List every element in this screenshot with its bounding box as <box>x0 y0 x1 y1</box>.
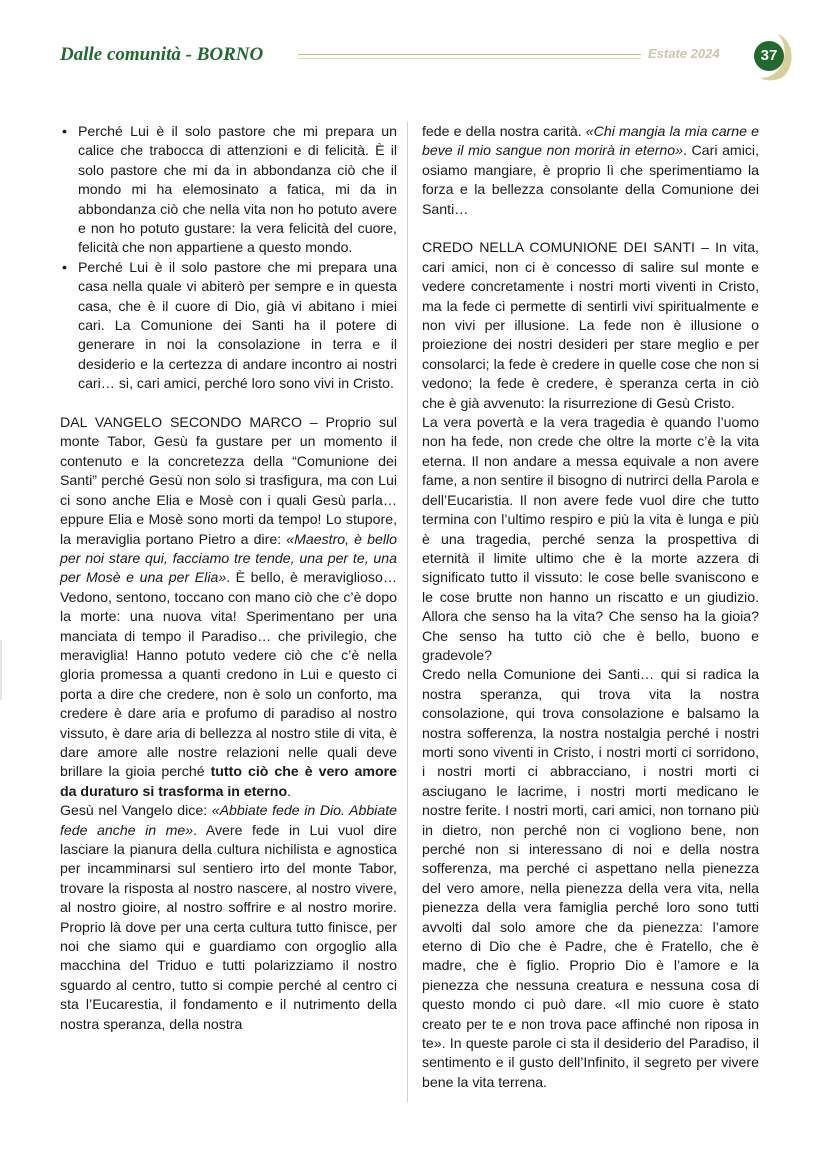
list-item: • Perché Lui è il solo pastore che mi prepara un calice che trabocca di attenzioni e di felicità. È il solo pastore che mi da in abbondanza ciò che il mondo mi ha elemosinato a fatica, mi da in abbondanza ciò che nella vita non ho potuto avere e non ho potuto gustare: la vera felicità del cuore, felicità che non appartiene a questo mondo. <box>78 122 397 258</box>
paragraph-abbiate-fede: Gesù nel Vangelo dice: «Abbiate fede in Dio. Abbiate fede anche in me». Avere fede in Lui vuol dire lasciare la pianura della cultura nichilista e agnostica per incamminarsi sul sentiero irto del monte Tabor, trovare la risposta al nostro nascere, al nostro vivere, al nostro gioire, al nostro soffrire e al nostro morire. Proprio là dove per una certa cultura tutto finisce, per noi che siamo qui e guardiamo con orgoglio alla macchina del Triduo e tutti polarizziamo il nostro sguardo al centro, tutto si compie perché al centro ci sta l’Eucarestia, il fondamento e il nutrimento della nostra speranza, della nostra <box>60 802 397 1032</box>
page-number-badge: 37 <box>754 41 784 71</box>
paragraph-vera-poverta: La vera povertà e la vera tragedia è quando l’uomo non ha fede, non crede che oltre la morte c’è la vita eterna. Il non andare a messa equivale a non avere fame, a non sentire il bisogno di nutrirci della Parola e dell’Eucaristia. Il non avere fede vuol dire che tutto termina con l’ultimo respiro e più la vita è lunga e più è una tragedia, perché senza la prospettiva di eternità il limite ultimo che è la morte azzera di significato tutto il vissuto: le cose belle svaniscono e le cose brutte non hanno un riscatto e un giudizio. Allora che senso ha la vita? Che senso ha la gioia? Che senso ha tutto ciò che è bello, buono e gradevole? <box>422 414 759 663</box>
column-divider <box>407 122 408 1102</box>
season-label: Estate 2024 <box>648 46 720 61</box>
page-header <box>0 0 819 100</box>
paragraph-chi-mangia: fede e della nostra carità. «Chi mangia la mia carne e beve il mio sangue non morirà in eterno». Cari amici, osiamo mangiare, è proprio lì che sperimentiamo la forza e la bellezza consolante della Comunione dei Santi… <box>422 123 759 217</box>
bullet-list <box>60 122 397 394</box>
paragraph-vangelo-marco: DAL VANGELO SECONDO MARCO – Proprio sul monte Tabor, Gesù fa gustare per un momento il contenuto e la concretezza della “Comunione dei Santi” perché Gesù non solo si trasfigura, ma con Lui ci sono anche Elia e Mosè con i quali Gesù parla… eppure Elia e Mosè sono morti da tempo! Lo stupore, la meraviglia portano Pietro a dire: «Maestro, è bello per noi stare qui, facciamo tre tende, una per te, una per Mosè e una per Elia». È bello, è meraviglioso… Vedono, sentono, toccano con mano ciò che c’è dopo la morte: una nuova vita! Sperimentano per una manciata di tempo il Paradiso… che privilegio, che meraviglia! Hanno potuto vedere ciò che c’è nella gloria promessa a quanti credono in Lui e questo ci porta a dire che credere, non è solo un conforto, ma credere è dare aria e profumo di paradiso al nostro vissuto, è dare aria di bellezza al nostro stile di vita, è dare amore alle nostre relazioni nelle quali deve brillare la gioia perché tutto ciò che è vero amore da duraturo si trasforma in eterno. <box>60 414 397 799</box>
section-title: Dalle comunità - BORNO <box>60 44 264 65</box>
header-rule <box>298 54 641 55</box>
right-column <box>422 122 759 1092</box>
list-item: • Perché Lui è il solo pastore che mi prepara una casa nella quale vi abiterò per sempre e in questa casa, che è il cuore di Dio, già vi abitano i miei cari. La Comunione dei Santi ha il potere di generare in noi la consolazione in terra e il desiderio e la certezza di andare incontro ai nostri cari… si, cari amici, perché loro sono vivi in Cristo. <box>78 258 397 394</box>
paragraph-credo-comunione: CREDO NELLA COMUNIONE DEI SANTI – In vita, cari amici, non ci è concesso di salire sul monte e vedere concretamente i nostri morti viventi in Cristo, ma la fede ci permette di sentirli vivi spiritualmente e non vivi per illusione. La fede non è illusione o proiezione dei nostri desideri per stare meglio e per consolarci; la fede è credere in quelle cose che non si vedono; la fede è credere, è speranza certa in ciò che è già avvenuto: la risurrezione di Gesù Cristo. <box>422 239 759 411</box>
left-column <box>60 122 397 1034</box>
header-rule-secondary <box>298 58 641 59</box>
paragraph-radica-speranza: Credo nella Comunione dei Santi… qui si radica la nostra speranza, qui trova vita la nostra consolazione, qui trova consolazione e balsamo la nostra sofferenza, la nostra nostalgia perché i nostri morti sono viventi in Cristo, i nostri morti ci sorridono, i nostri morti ci abbracciano, i nostri morti ci asciugano le lacrime, i nostri morti medicano le nostre ferite. I nostri morti, cari amici, non tornano più in dietro, non perché non ci vogliono bene, non perché non si interessano di noi e della nostra sofferenza, ma perché ci aspettano nella pienezza del vero amore, nella pienezza della vera vita, nella pienezza della vera famiglia perché loro sono tutti avvolti dal solo amore che da pienezza: l’amore eterno di Dio che è Padre, che è Fratello, che è madre, che è figlio. Proprio Dio è l’amore e la pienezza che nessuna creatura e nessuna cosa di questo mondo ci può dare. «Il mio cuore è stato creato per te e non trova pace affinché non riposa in te». In queste parole ci sta il desiderio del Paradiso, il sentimento e il gusto dell’Infinito, il segreto per vivere bene la vita terrena. <box>422 666 759 1090</box>
page-edge-mark <box>0 640 2 700</box>
